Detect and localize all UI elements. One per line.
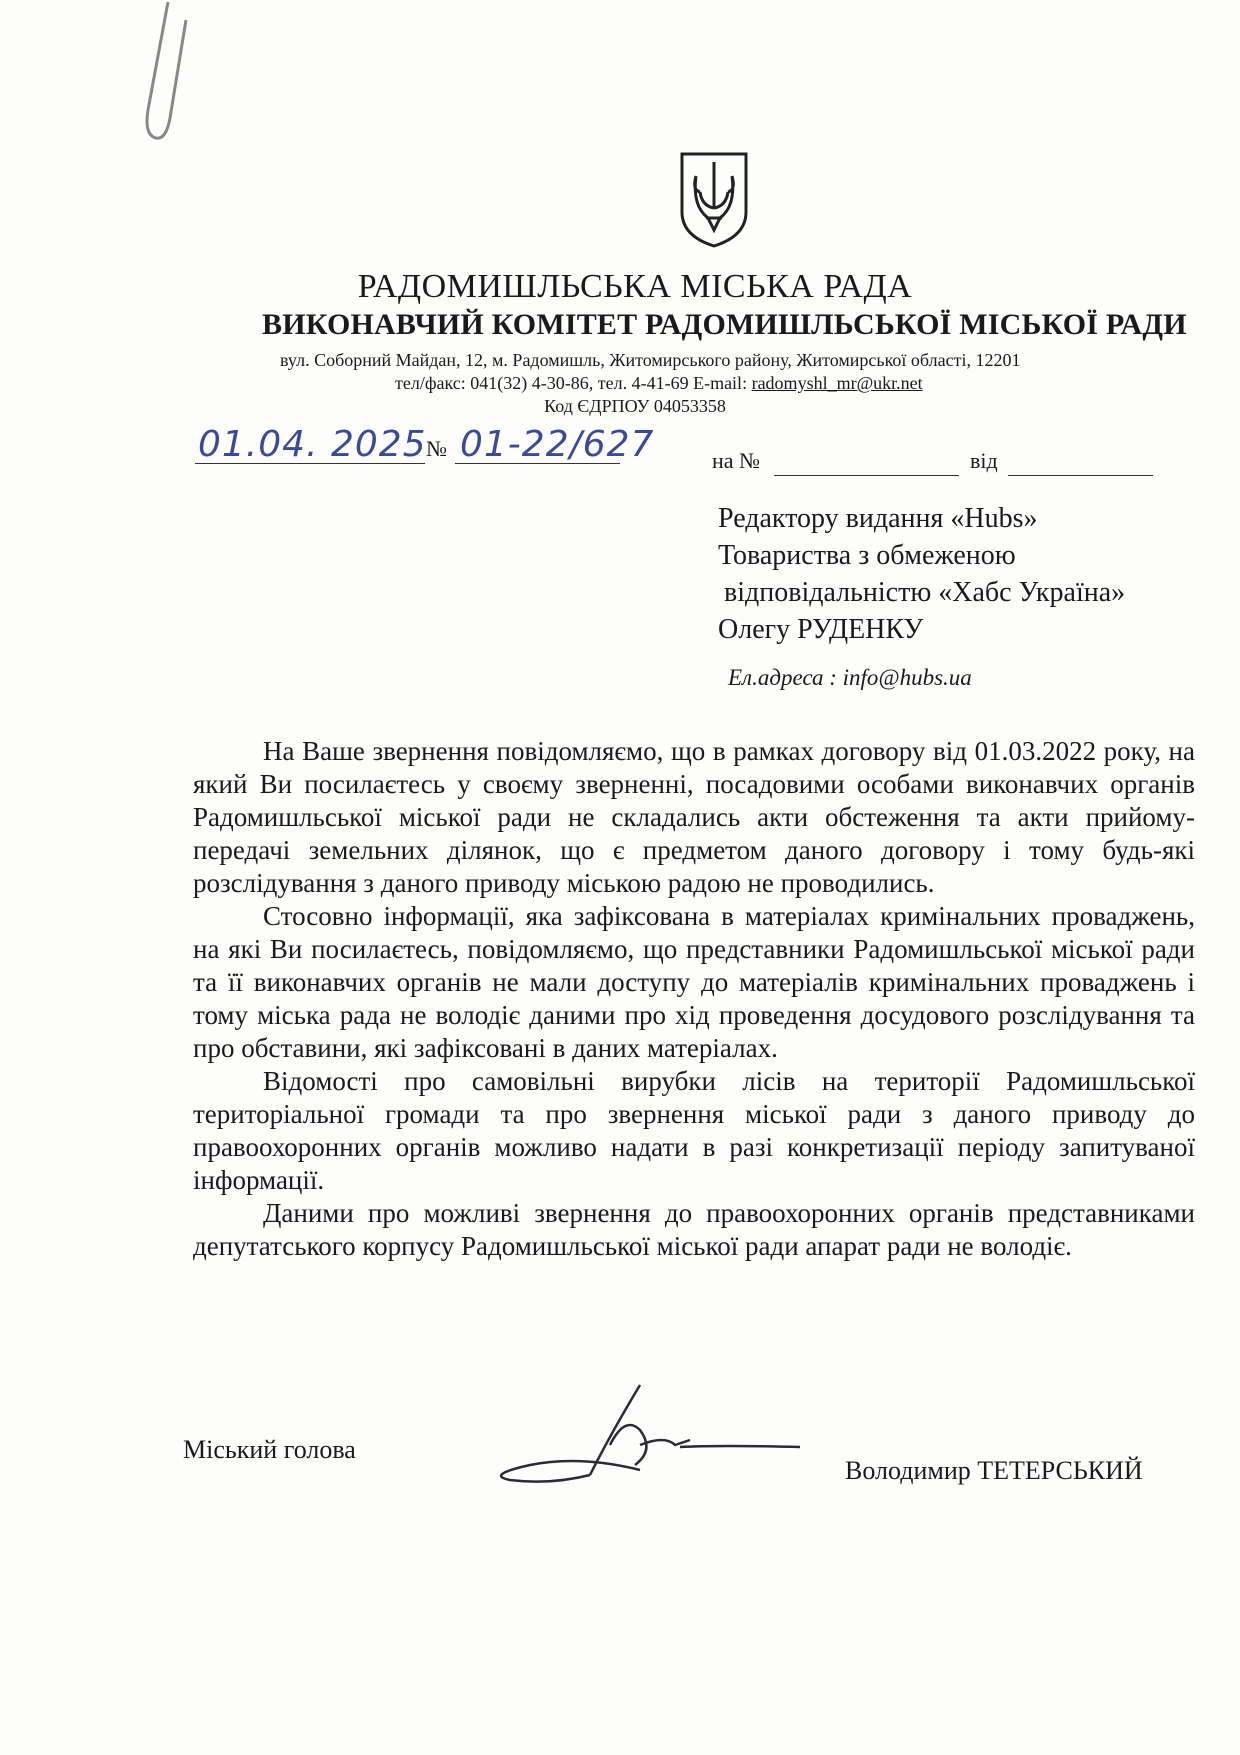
contact-phones: тел/факс: 041(32) 4-30-86, тел. 4-41-69 E-mail:	[395, 373, 748, 393]
edrpou-code: Код ЄДРПОУ 04053358	[544, 396, 726, 416]
outgoing-number-line	[455, 463, 620, 464]
body-paragraph: Відомості про самовільні вирубки лісів на території Радомишльської територіальної громади та про звернення міської ради з даного приводу до правоохоронних органів можливо надати в разі конкретизації періоду запитуваної інформації.	[193, 1066, 1195, 1195]
outgoing-number-label: №	[426, 436, 447, 461]
letter-body	[193, 735, 1195, 1263]
outgoing-date: 01.04. 2025	[198, 424, 427, 465]
recipient-email: Ел.адреса : info@hubs.ua	[728, 665, 972, 690]
signatory-name: Володимир ТЕТЕРСЬКИЙ	[845, 1456, 1143, 1485]
recipient-block	[718, 500, 1125, 648]
contact-line	[395, 373, 923, 394]
recipient-line: відповідальністю «Хабс Україна»	[724, 577, 1126, 608]
reference-date-label: від	[970, 448, 998, 473]
signature-mark	[490, 1375, 810, 1495]
body-paragraph: На Ваше звернення повідомляємо, що в рамках договору від 01.03.2022 року, на який Ви посилаєтесь у своєму зверненні, посадовими особами виконавчих органів Радомишльської міської ради не складались акти обстеження та акти прийому-передачі земельних ділянок, що є предметом даного договору і тому будь-які розслідування з даного приводу міською радою не проводились.	[193, 736, 1195, 898]
org-email: radomyshl_mr@ukr.net	[751, 373, 923, 393]
paperclip-icon	[130, 0, 190, 150]
signatory-title: Міський голова	[183, 1435, 356, 1464]
outgoing-date-line	[195, 463, 425, 464]
coat-of-arms-icon	[678, 150, 750, 250]
body-paragraph: Стосовно інформації, яка зафіксована в матеріалах кримінальних проваджень, на які Ви посилаєтесь, повідомляємо, що представники Радомишльської міської ради та її виконавчих органів не мали доступу до матеріалів кримінальних проваджень і тому міська рада не володіє даними про хід проведення досудового розслідування та про обставини, які зафіксовані в даних матеріалах.	[193, 901, 1195, 1063]
recipient-line: Олегу РУДЕНКУ	[718, 614, 924, 645]
reference-date-line	[1008, 475, 1153, 476]
outgoing-number: 01-22/627	[460, 424, 655, 465]
org-executive-committee: ВИКОНАВЧИЙ КОМІТЕТ РАДОМИШЛЬСЬКОЇ МІСЬКОЇ РАДИ	[262, 308, 1187, 341]
address-line: вул. Соборний Майдан, 12, м. Радомишль, Житомирського району, Житомирської області, 12201	[280, 350, 1021, 370]
recipient-line: Редактору видання «Hubs»	[718, 503, 1038, 534]
recipient-line: Товариства з обмеженою	[718, 540, 1016, 571]
reference-number-line	[774, 475, 959, 476]
org-name: РАДОМИШЛЬСЬКА МІСЬКА РАДА	[357, 268, 913, 305]
body-paragraph: Даними про можливі звернення до правоохоронних органів представниками депутатського корпусу Радомишльської міської ради апарат ради не володіє.	[193, 1198, 1195, 1261]
reference-number-label: на №	[712, 448, 761, 473]
